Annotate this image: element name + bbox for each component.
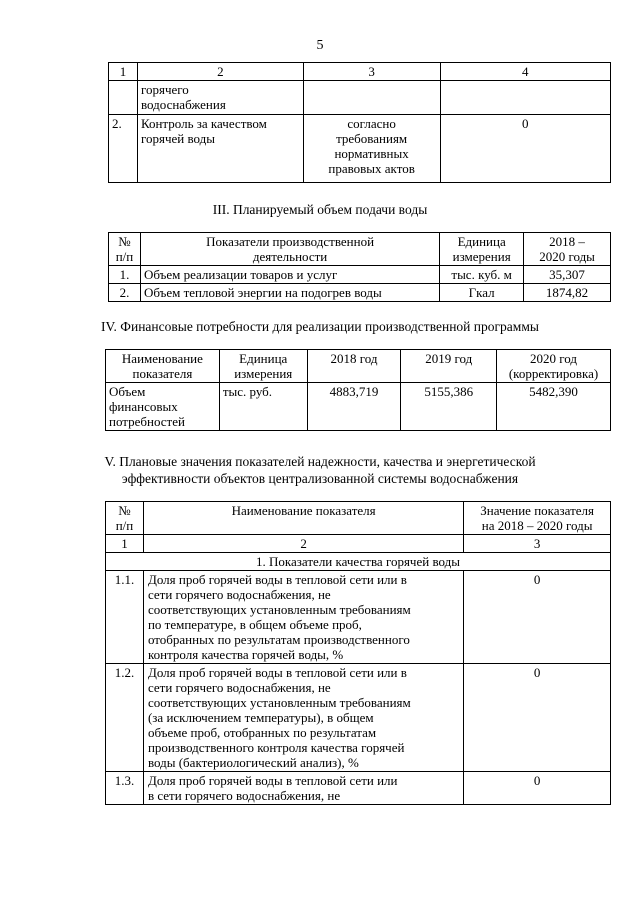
cell: 0 xyxy=(464,772,611,805)
cell: горячего водоснабжения xyxy=(137,81,303,115)
cell: 0 xyxy=(464,571,611,664)
cell: 1 xyxy=(106,535,144,553)
header-cell: 2018 – 2020 годы xyxy=(524,233,611,266)
cell: Контроль за качеством горячей воды xyxy=(137,115,303,183)
header-cell: № п/п xyxy=(106,502,144,535)
cell: 2. xyxy=(109,115,138,183)
cell: Объем тепловой энергии на подогрев воды xyxy=(140,284,439,302)
cell: 5155,386 xyxy=(401,383,497,431)
cell: Доля проб горячей воды в тепловой сети или в сети горячего водоснабжения, не соответствующих установленным требованиям по температуре, в общем объеме проб, отобранных по результатам производственного контроля качества горячей воды, % xyxy=(143,571,463,664)
table-header-row xyxy=(106,350,611,383)
table-row xyxy=(106,571,611,664)
cell: Доля проб горячей воды в тепловой сети или в сети горячего водоснабжения, не соответствующих установленным требованиям (за исключением температуры), в общем объеме проб, отобранных по результатам производственного контроля качества горячей воды (бактериологический анализ), % xyxy=(143,664,463,772)
cell: 1.3. xyxy=(106,772,144,805)
cell: Доля проб горячей воды в тепловой сети или в сети горячего водоснабжения, не xyxy=(143,772,463,805)
section-3-title: III. Планируемый объем подачи воды xyxy=(212,202,428,217)
water-supply-volume-table xyxy=(108,232,611,302)
financial-needs-table xyxy=(105,349,611,431)
cell: 3 xyxy=(464,535,611,553)
header-cell: Наименование показателя xyxy=(106,350,220,383)
header-cell: 4 xyxy=(440,63,610,81)
table-row xyxy=(109,115,611,183)
header-cell: № п/п xyxy=(109,233,141,266)
cell: 1.2. xyxy=(106,664,144,772)
cell: тыс. руб. xyxy=(219,383,307,431)
header-cell: Показатели производственной деятельности xyxy=(140,233,439,266)
header-cell: 1 xyxy=(109,63,138,81)
table-row xyxy=(106,383,611,431)
cell: 1. xyxy=(109,266,141,284)
cell xyxy=(303,81,440,115)
header-cell: 3 xyxy=(303,63,440,81)
quality-indicators-table xyxy=(105,501,611,805)
control-table-continued xyxy=(108,62,611,183)
cell: Объем финансовых потребностей xyxy=(106,383,220,431)
cell: тыс. куб. м xyxy=(440,266,524,284)
cell: 1.1. xyxy=(106,571,144,664)
group-title-row xyxy=(106,553,611,571)
table-header-row xyxy=(106,502,611,535)
header-cell: Значение показателя на 2018 – 2020 годы xyxy=(464,502,611,535)
table-row xyxy=(109,284,611,302)
cell: 2. xyxy=(109,284,141,302)
table-row xyxy=(109,81,611,115)
cell: 4883,719 xyxy=(307,383,401,431)
header-cell: 2 xyxy=(137,63,303,81)
cell xyxy=(109,81,138,115)
cell xyxy=(440,81,610,115)
table-header-row xyxy=(109,63,611,81)
section-4-title: IV. Финансовые потребности для реализации производственной программы xyxy=(101,319,539,334)
header-cell: 2020 год (корректировка) xyxy=(497,350,611,383)
section-5-title: V. Плановые значения показателей надежности, качества и энергетической эффективности объектов централизованной системы водоснабжения xyxy=(104,454,536,486)
table-row xyxy=(106,664,611,772)
cell: Объем реализации товаров и услуг xyxy=(140,266,439,284)
cell: 1874,82 xyxy=(524,284,611,302)
header-cell: Наименование показателя xyxy=(143,502,463,535)
header-cell: 2018 год xyxy=(307,350,401,383)
header-cell: 2019 год xyxy=(401,350,497,383)
cell: согласно требованиям нормативных правовых актов xyxy=(303,115,440,183)
cell: 35,307 xyxy=(524,266,611,284)
cell: 0 xyxy=(440,115,610,183)
header-cell: Единица измерения xyxy=(440,233,524,266)
cell: 5482,390 xyxy=(497,383,611,431)
table-row xyxy=(109,266,611,284)
cell: Гкал xyxy=(440,284,524,302)
table-row xyxy=(106,772,611,805)
column-numbers-row xyxy=(106,535,611,553)
cell: 0 xyxy=(464,664,611,772)
cell: 2 xyxy=(143,535,463,553)
group-title: 1. Показатели качества горячей воды xyxy=(106,553,611,571)
table-header-row xyxy=(109,233,611,266)
page-number: 5 xyxy=(316,38,324,53)
header-cell: Единица измерения xyxy=(219,350,307,383)
